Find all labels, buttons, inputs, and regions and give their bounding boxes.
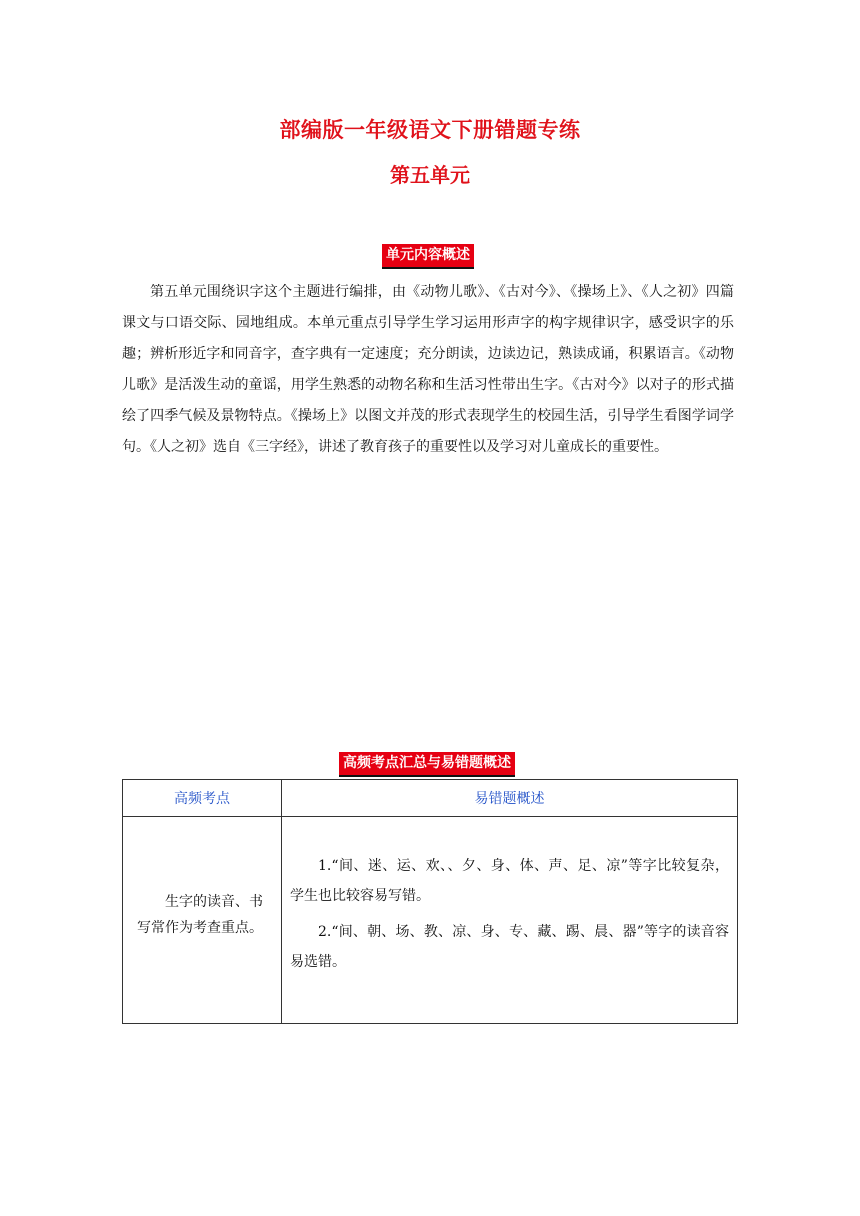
overview-paragraph: 第五单元围绕识字这个主题进行编排，由《动物儿歌》、《古对今》、《操场上》、《人之初》四篇课文与口语交际、园地组成。本单元重点引导学生学习运用形声字的构字规律识字，感受识字的乐趣；辨析形近字和同音字，查字典有一定速度；充分朗读，边读边记，熟读成诵，积累语言。《动物儿歌》是活泼生动的童谣，用学生熟悉的动物名称和生活习性带出生字。《古对今》以对子的形式描绘了四季气候及景物特点。《操场上》以图文并茂的形式表现学生的校园生活，引导学生看图学词学句。《人之初》选自《三字经》，讲述了教育孩子的重要性以及学习对儿童成长的重要性。 [122,284,734,455]
error-item: 2.“间、朝、场、教、凉、身、专、藏、踢、晨、器”等字的读音容易选错。 [290,924,729,970]
overview-section-label: 单元内容概述 [382,244,474,269]
errors-section-label: 高频考点汇总与易错题概述 [339,752,515,777]
document-title: 部编版一年级语文下册错题专练 [279,118,581,142]
key-point-cell: 生字的读音、书写常作为考查重点。 [123,817,282,1024]
column-header-key-points: 高频考点 [123,780,282,817]
column-header-error-overview: 易错题概述 [282,780,738,817]
error-item: 1.“间、迷、运、欢、、夕、身、体、声、足、凉”等字比较复杂，学生也比较容易写错。 [290,858,729,904]
table-header-row [123,780,738,817]
unit-subtitle: 第五单元 [390,163,470,187]
error-overview-cell [282,817,738,1024]
error-summary-table [122,779,738,1024]
table-row [123,817,738,1024]
